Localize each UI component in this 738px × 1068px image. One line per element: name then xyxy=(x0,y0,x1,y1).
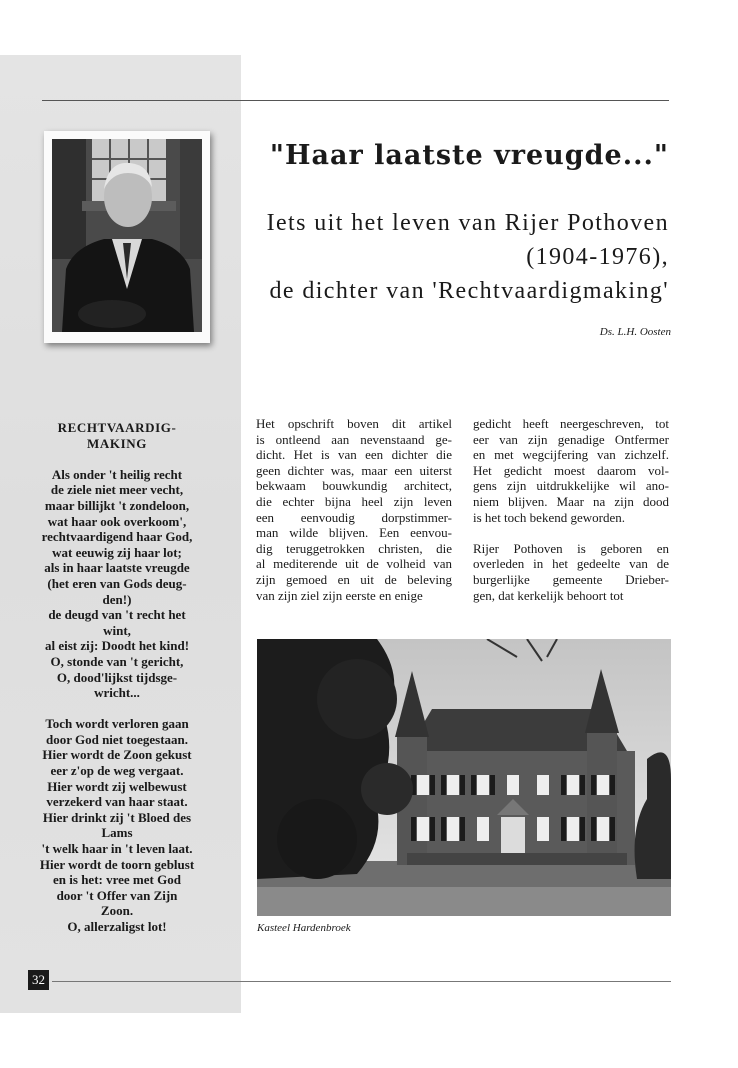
body-line: een eenvoudig dorpstimmer- xyxy=(256,509,452,525)
portrait-frame xyxy=(44,131,210,343)
poem-line: Hier wordt de toorn geblust xyxy=(39,856,195,872)
poem-line: al eist zij: Doodt het kind! xyxy=(44,638,190,654)
poem-line: Toch wordt verloren gaan xyxy=(45,716,189,732)
article-subtitle xyxy=(255,206,669,308)
body-column-1 xyxy=(256,416,452,603)
body-paragraph xyxy=(473,416,669,525)
subtitle-line: (1904-1976), xyxy=(526,244,669,270)
body-line: gens zijn uitdrukkelijke wil ano- xyxy=(473,478,669,494)
page-number: 32 xyxy=(28,970,49,990)
poem-line: den!) xyxy=(102,591,132,607)
body-line: die echter bijna heel zijn leven xyxy=(256,493,452,509)
body-line: is het toch bekend geworden. xyxy=(473,509,625,525)
body-line: Het gedicht moest daarom vol- xyxy=(473,462,669,478)
poem-heading-line: MAKING xyxy=(87,435,147,451)
body-line: bekwaam bouwkundig architect, xyxy=(256,478,452,494)
poem-line: Hier wordt zij welbewust xyxy=(47,778,187,794)
body-line: al mediterende uit de volheid van xyxy=(256,556,452,572)
body-line: overleden in het gedeelte van de xyxy=(473,556,669,572)
portrait-image xyxy=(52,139,202,332)
poem-line: O, dood'lijkst tijdsge- xyxy=(56,669,178,685)
body-paragraph xyxy=(256,416,452,603)
body-line: zijn gemoed en uit de beleving xyxy=(256,571,452,587)
body-line: burgerlijke gemeente Drieber- xyxy=(473,571,669,587)
poem-heading xyxy=(28,420,206,451)
poem-line: de deugd van 't recht het xyxy=(48,607,186,623)
poem-line: de ziele niet meer vecht, xyxy=(50,482,184,498)
subtitle-line: Iets uit het leven van Rijer Pothoven xyxy=(266,210,669,236)
castle-image xyxy=(257,639,671,916)
poem-line: wint, xyxy=(103,622,131,638)
poem-stanza-2 xyxy=(28,716,206,934)
poem-line: wat eeuwig zij haar lot; xyxy=(52,544,182,560)
poem-line: Hier drinkt zij 't Bloed des xyxy=(42,809,192,825)
poem-line: O, stonde van 't gericht, xyxy=(50,653,184,669)
poem-line: Lams xyxy=(101,825,133,841)
body-line: niem blijven. Maar na zijn dood xyxy=(473,493,669,509)
portrait-photo xyxy=(52,139,202,332)
figure-caption: Kasteel Hardenbroek xyxy=(257,922,351,934)
body-paragraph xyxy=(473,541,669,603)
author-byline: Ds. L.H. Oosten xyxy=(599,326,671,338)
poem-line: door God niet toegestaan. xyxy=(45,731,189,747)
body-line: dig teruggetrokken christen, die xyxy=(256,540,452,556)
poem-line: 't welk haar in 't leven laat. xyxy=(41,841,193,857)
body-line: gen, dat kerkelijk behoort tot xyxy=(473,587,624,603)
top-rule xyxy=(42,100,669,101)
article-title: "Haar laatste vreugde..." xyxy=(269,140,669,171)
poem-stanza-1 xyxy=(28,467,206,701)
bottom-rule xyxy=(52,981,671,982)
subtitle-line: de dichter van 'Rechtvaardigmaking' xyxy=(269,278,669,304)
body-column-2 xyxy=(473,416,669,603)
body-line: en met wegcijfering van zichzelf. xyxy=(473,447,669,463)
body-line: eer van zijn genadige Ontfermer xyxy=(473,431,669,447)
body-line: geen dichter was, maar een uiterst xyxy=(256,462,452,478)
body-line: Het opschrift boven dit artikel xyxy=(256,416,452,431)
body-line: van zijn ziel zijn eerste en enige xyxy=(256,587,423,603)
poem-line: Zoon. xyxy=(100,903,134,919)
poem-heading-line: RECHTVAARDIG- xyxy=(57,420,177,435)
poem-line: eer z'op de weg vergaat. xyxy=(50,763,184,779)
poem-line: (het eren van Gods deug- xyxy=(47,575,187,591)
poem-line: als in haar laatste vreugde xyxy=(44,560,190,576)
poem-line: wricht... xyxy=(94,685,140,701)
body-line: gedicht heeft neergeschreven, tot xyxy=(473,416,669,431)
poem-line: door 't Offer van Zijn xyxy=(56,887,178,903)
poem-line: Als onder 't heilig recht xyxy=(51,466,183,482)
poem-line: verzekerd van haar staat. xyxy=(46,794,188,810)
poem-line: rechtvaardigend haar God, xyxy=(41,529,193,545)
body-line: dicht. Het is van een dichter die xyxy=(256,447,452,463)
body-line: Rijer Pothoven is geboren en xyxy=(473,540,669,556)
poem xyxy=(28,420,206,950)
poem-line: maar billijkt 't zondeloon, xyxy=(44,497,190,513)
poem-line: wat haar ook overkoom', xyxy=(47,513,187,529)
poem-line: Hier wordt de Zoon gekust xyxy=(42,747,192,763)
body-line: is ontleend aan nevenstaand ge- xyxy=(256,431,452,447)
body-line: man wilde blijven. Een eenvou- xyxy=(256,525,452,541)
poem-line: en is het: vree met God xyxy=(53,872,181,888)
poem-line: O, allerzaligst lot! xyxy=(67,919,167,934)
castle-photo xyxy=(257,639,671,916)
